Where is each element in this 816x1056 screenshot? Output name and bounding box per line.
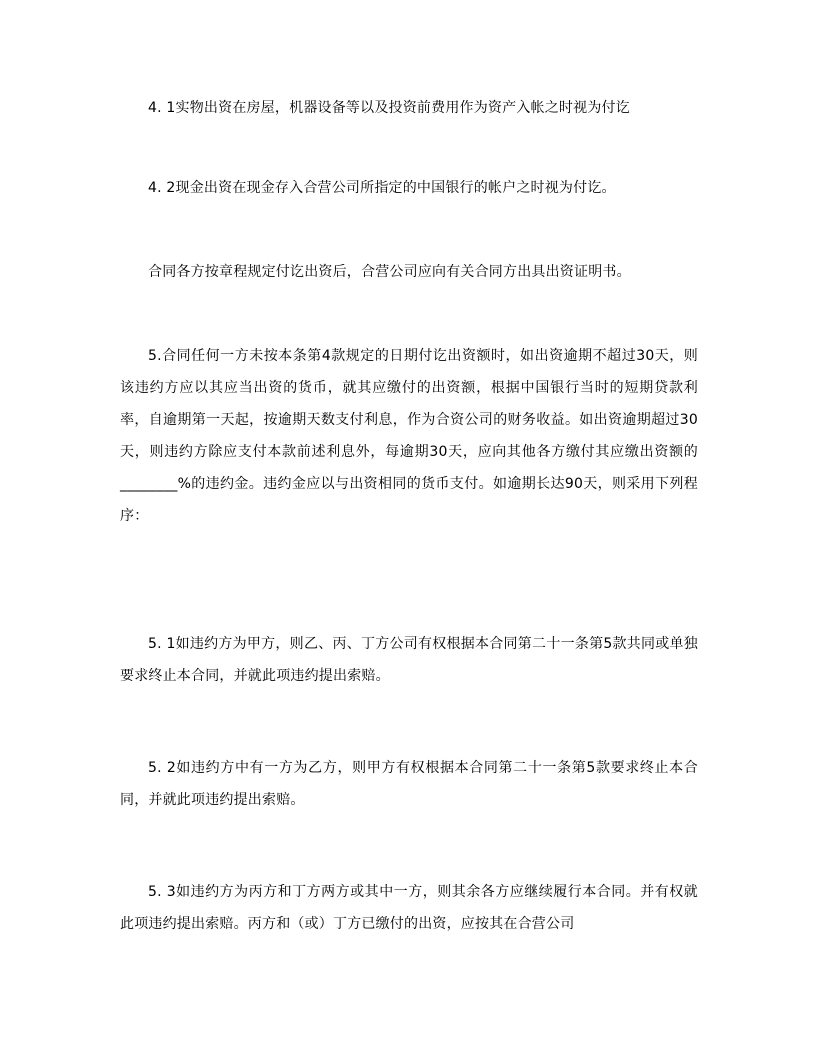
paragraph-contribution-certificate: 合同各方按章程规定付讫出资后，合营公司应向有关合同方出具出资证明书。: [148, 264, 631, 280]
paragraph-4-1-in-kind-contribution: 4. 1实物出资在房屋，机器设备等以及投资前费用作为资产入帐之时视为付讫: [148, 100, 630, 116]
paragraph-4-2-cash-contribution: 4. 2现金出资在现金存入合营公司所指定的中国银行的帐户之时视为付讫。: [148, 180, 616, 196]
paragraph-5-1-party-a-default: 5. 1如违约方为甲方，则乙、丙、丁方公司有权根据本合同第二十一条第5款共同或单独要求终止本合同，并就此项违约提出索赔。: [120, 636, 698, 684]
paragraph-5-late-contribution: 5.合同任何一方未按本条第4款规定的日期付讫出资额时，如出资逾期不超过30天，则该违约方应以其应当出资的货币，就其应缴付的出资额，根据中国银行当时的短期贷款利率，自逾期第一天起，按逾期天数支付利息，作为合资公司的财务收益。如出资逾期超过30天，则违约方除应支付本款前述利息外，每逾期30天，应向其他各方缴付其应缴出资额的________%的违约金。违约金应以与出资相同的货币支付。如逾期长达90天，则采用下列程序：: [120, 348, 698, 524]
paragraph-5-2-party-b-default: 5. 2如违约方中有一方为乙方，则甲方有权根据本合同第二十一条第5款要求终止本合同，并就此项违约提出索赔。: [120, 760, 698, 808]
paragraph-5-3-party-c-d-default: 5. 3如违约方为丙方和丁方两方或其中一方，则其余各方应继续履行本合同。并有权就此项违约提出索赔。丙方和（或）丁方已缴付的出资，应按其在合营公司: [120, 884, 698, 932]
